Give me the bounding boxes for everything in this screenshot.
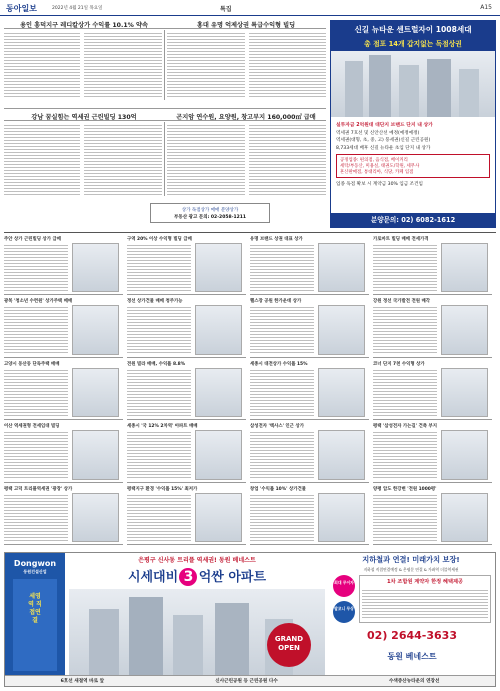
bottom-ad-footer — [5, 675, 495, 686]
vertical-slogan: 세영역 직접연결 — [28, 593, 42, 624]
listing-body — [250, 493, 314, 542]
business-types-box — [336, 154, 490, 178]
listing-photo — [441, 305, 489, 354]
listing-title: 평택 고덕 트리플역세권 '광장' 상가 — [4, 486, 73, 492]
listing-item[interactable] — [4, 298, 123, 357]
listing-photo — [318, 368, 366, 417]
bullet: 공정업종: 편의점, 음식점, 베이커리 — [340, 157, 408, 163]
listing-body — [127, 430, 191, 479]
bottom-ad[interactable] — [4, 552, 496, 687]
promo-text: 1차 조합원 계약자 한정 혜택제공 — [387, 579, 463, 585]
listing-title: 세종시 '국 12% 2차역' 아파트 매매 — [127, 424, 198, 430]
listing-photo — [195, 305, 243, 354]
listing-body — [4, 243, 68, 292]
brand-sub: 동원건설산업 — [23, 569, 47, 574]
listing-title: 양평 압도 한강변 '전원 1000평' — [373, 486, 437, 492]
listing-photo — [195, 493, 243, 542]
article-body — [4, 31, 80, 99]
headline-post: 억싼 아파트 — [198, 570, 267, 585]
listing-title: 세종시 대전상가 수익률 15% — [250, 361, 308, 367]
listing-photo — [195, 368, 243, 417]
listing-photo — [441, 368, 489, 417]
listing-item[interactable] — [250, 423, 369, 482]
listing-title: 정선 상가건물 매매 청주가능 — [127, 299, 183, 305]
building-shape — [173, 615, 203, 675]
listing-title: 고양시 동산동 단독주택 매매 — [4, 361, 60, 367]
listing-item[interactable] — [373, 236, 492, 295]
listing-body — [373, 493, 437, 542]
listing-item[interactable] — [250, 236, 369, 295]
building-shape — [345, 61, 363, 117]
listing-body — [4, 305, 68, 354]
notice-line-2: 부동산 광고 문의: 02-2058-1211 — [174, 215, 246, 220]
listing-title: 코너 단지 7천 수익형 상가 — [373, 361, 425, 367]
article-title-4: 곤지암 연수원, 요양원, 창고부지 160,000㎡ 급매 — [176, 114, 316, 121]
footer-point-2: 신사근린공원 등 근린공원 다수 — [215, 679, 278, 684]
divider — [4, 108, 326, 109]
listing-item[interactable] — [127, 486, 246, 545]
badge-balcony: 발코니 무상 — [333, 601, 355, 623]
listing-title: 삼성전자 '텍사스' 인근 상가 — [250, 424, 304, 430]
right-panel — [329, 555, 493, 573]
listing-item[interactable] — [373, 361, 492, 420]
listing-title: 유명 브랜드 상권 대표 상가 — [250, 237, 303, 242]
top-ad-header — [331, 21, 495, 51]
phone-row[interactable] — [333, 629, 491, 647]
notice-line-1: 상가 독점상가 매매 분양상가 — [181, 208, 239, 213]
listing-photo — [72, 243, 120, 292]
article-body — [167, 123, 245, 195]
listing-item[interactable] — [127, 236, 246, 295]
top-ad-phone[interactable]: 분양문의: 02) 6082-1612 — [370, 216, 456, 224]
listing-photo — [72, 368, 120, 417]
article-body — [167, 31, 245, 99]
listing-title: 평택지구 환경 '수익률 15%' 최저가 — [127, 486, 198, 492]
listing-title: 구역 20% 이상 수익형 빌딩 급매 — [127, 237, 192, 242]
article-body — [84, 123, 162, 195]
listing-title: 창업 '수익률 10%' 상가건물 — [250, 486, 306, 492]
notice-box — [150, 203, 270, 223]
bullet: 세탁/부동산, 미용실, 태권도/학원, 세무사 — [340, 163, 420, 169]
article-body — [4, 123, 80, 195]
top-ad-headline: 신길 뉴타운 센트럴자이 1008세대 — [354, 25, 472, 34]
listing-item[interactable] — [373, 298, 492, 357]
apartment-rendering — [331, 51, 495, 117]
top-ad-subline: 총 점포 14개 갑지없는 독점상권 — [364, 40, 462, 48]
building-shape — [459, 69, 479, 117]
listing-grid — [4, 236, 496, 548]
listing-item[interactable] — [4, 486, 123, 545]
listing-body — [4, 493, 68, 542]
side-sub: 지하철 직접연결예정 & 은평문 연결 & 가좌역 더블역세권 — [363, 567, 459, 572]
listing-photo — [441, 493, 489, 542]
listing-item[interactable] — [373, 486, 492, 545]
listing-title: 광복 '청소년 수련원' 상가주택 매매 — [4, 299, 73, 305]
bottom-ad-phone[interactable]: 02) 2644-3633 — [367, 629, 457, 642]
listing-photo — [318, 305, 366, 354]
listing-body — [250, 305, 314, 354]
divider — [164, 122, 165, 196]
listing-photo — [441, 430, 489, 479]
top-ad[interactable] — [330, 20, 496, 228]
bullet: 흔산판매점, 통대리아, 식당, 카페 입점 — [340, 169, 414, 175]
divider — [4, 28, 326, 29]
listing-photo — [195, 430, 243, 479]
tagline-text: 은평구 신사동 트리플 역세권! 동원 베네스트 — [138, 557, 256, 564]
listing-title: 평택 '삼성전자 가는길' 건축 부지 — [373, 424, 437, 430]
listing-photo — [318, 243, 366, 292]
listing-photo — [72, 305, 120, 354]
listing-photo — [195, 243, 243, 292]
listing-item[interactable] — [373, 423, 492, 482]
listing-item[interactable] — [127, 423, 246, 482]
article-body — [249, 31, 326, 99]
listing-body — [250, 243, 314, 292]
top-ad-phone-bar — [331, 213, 495, 227]
listing-item[interactable] — [250, 298, 369, 357]
article-title-3: 강남 꿈실힘는 역세권 근린빌딩 130억 — [31, 114, 137, 121]
brand2: 동원 베네스트 — [387, 652, 437, 661]
bullet: 실투자금 2억원대 대단지 브랜드 단지 내 상가 — [336, 123, 433, 128]
article-body — [84, 31, 162, 99]
building-shape — [89, 609, 119, 675]
section-title: 특집 — [220, 6, 232, 13]
listing-photo — [441, 243, 489, 292]
listing-item[interactable] — [127, 361, 246, 420]
top-ad-bullets — [331, 117, 495, 187]
headline-number: 3 — [179, 568, 197, 586]
footer-point-1: 6호선 새절역 바로 앞 — [60, 679, 105, 684]
listing-body — [373, 305, 437, 354]
listing-body — [4, 368, 68, 417]
listing-item[interactable] — [250, 361, 369, 420]
listing-photo — [72, 493, 120, 542]
listing-body — [373, 243, 437, 292]
listing-item[interactable] — [4, 236, 123, 295]
listing-body — [127, 493, 191, 542]
listing-title: 주안 상가 근린빌딩 상가 급매 — [4, 237, 62, 242]
brand-logo: Dongwon — [13, 559, 57, 568]
listing-item[interactable] — [4, 423, 123, 482]
building-shape — [427, 59, 451, 117]
listing-title: 강원 정선 국가발전 전원 매각 — [373, 299, 431, 305]
bullet: 역세권 7호선 및 신안산선 예정(예정예정) — [336, 130, 420, 136]
listing-photo — [318, 493, 366, 542]
listing-body — [373, 368, 437, 417]
listing-body — [4, 430, 68, 479]
building-shape — [369, 55, 391, 117]
brand-row — [333, 651, 491, 665]
listing-title: 이산 역세권형 전세임대 빌딩 — [4, 424, 60, 430]
footer-point-3: 수색증산뉴타운의 연장선 — [388, 679, 440, 684]
listing-item[interactable] — [250, 486, 369, 545]
building-shape — [129, 597, 163, 675]
article-body — [249, 123, 326, 195]
listing-title: 가로마트 빌딩 매매 전세가격 — [373, 237, 429, 242]
divider — [164, 30, 165, 100]
dateline: 2022년 4월 21일 목요일 — [52, 6, 103, 11]
grand-open-badge: GRAND OPEN — [267, 623, 311, 667]
promo-box — [359, 575, 491, 623]
building-shape — [399, 65, 419, 117]
brand-strip — [5, 553, 65, 676]
promo-details — [362, 588, 488, 620]
listing-body — [127, 243, 191, 292]
tagline — [69, 555, 325, 564]
article-title-2: 홍대 유명 억제상권 특급수익형 빌딩 — [196, 22, 296, 29]
listing-body — [250, 430, 314, 479]
newspaper-logo: 동아일보 — [6, 4, 37, 13]
bullet: 8,733세대 배후 신길 뉴타운 초입 단지 내 상가 — [336, 145, 431, 151]
listing-body — [127, 368, 191, 417]
divider — [4, 120, 326, 121]
listing-body — [127, 305, 191, 354]
headline-pre: 시세대비 — [127, 570, 179, 585]
listing-title: 헬스장 공원 한가운데 상가 — [250, 299, 302, 305]
listing-body — [373, 430, 437, 479]
listing-item[interactable] — [4, 361, 123, 420]
badge-interest-free: 최대 무이자 — [333, 575, 355, 597]
building-shape — [215, 603, 249, 675]
listing-photo — [72, 430, 120, 479]
listing-photo — [318, 430, 366, 479]
bullet: 업종 독점 확보 시 계약금 30% 입금 조건임 — [336, 181, 423, 187]
bullet: 역세권(대형, 초, 중, 고) 풍세권(신길 근린공원) — [336, 138, 431, 143]
side-title: 지하철과 연결! 미래가치 보장! — [362, 555, 460, 564]
listing-title: 전원 빌라 매매, 수익률 8.8% — [127, 361, 186, 367]
listing-body — [250, 368, 314, 417]
headline — [69, 566, 325, 586]
article-title-1: 용인 흥덕지구 레디칼상가 수익률 10.1% 약속 — [20, 22, 148, 29]
listing-item[interactable] — [127, 298, 246, 357]
divider — [4, 232, 496, 233]
page-number: A15 — [480, 4, 492, 11]
